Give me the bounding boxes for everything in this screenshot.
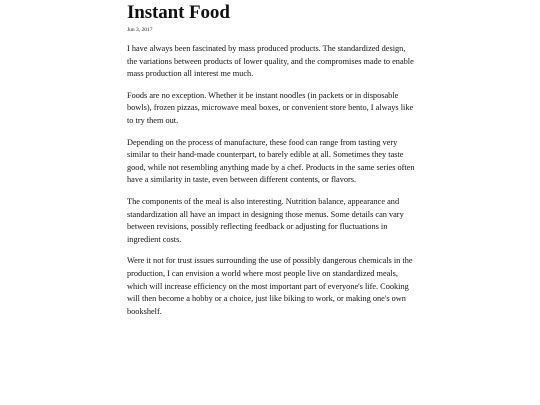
post-paragraph-1: I have always been fascinated by mass produced products. The standardized design, the variations between products of lower quality, and the compromises made to enable mass production all interest me much. bbox=[127, 44, 414, 79]
post-paragraph-4: The components of the meal is also interesting. Nutrition balance, appearance and standardization all have an impact in designing those menus. Some details can vary between revisions, possibly reflecting feedback or adjusting for fluctuations in ingredient costs. bbox=[127, 196, 404, 244]
post-date: Jun 3, 2017 bbox=[127, 27, 153, 33]
post-paragraph-3: Depending on the process of manufacture, these food can range from tasting very similar to their hand-made counterpart, to barely edible at all. Sometimes they taste good, while not resembling anything made by a chef. Products in the same series often have a similarity in taste, even between different contents, or flavors. bbox=[127, 137, 415, 185]
post-paragraph-5: Were it not for trust issues surrounding the use of possibly dangerous chemicals in the production, I can envision a world where most people live on standardized meals, which will increase efficiency on the most important part of everyone's life. Cooking will then become a hobby or a choice, just like biking to work, or making one's own bookshelf. bbox=[127, 256, 413, 316]
post-title: Instant Food bbox=[127, 2, 230, 23]
blog-post bbox=[127, 3, 417, 318]
post-paragraph-2: Foods are no exception. Whether it be instant noodles (in packets or in disposable bowls), frozen pizzas, microwave meal boxes, or convenient store bento, I always like to try them out. bbox=[127, 90, 414, 125]
